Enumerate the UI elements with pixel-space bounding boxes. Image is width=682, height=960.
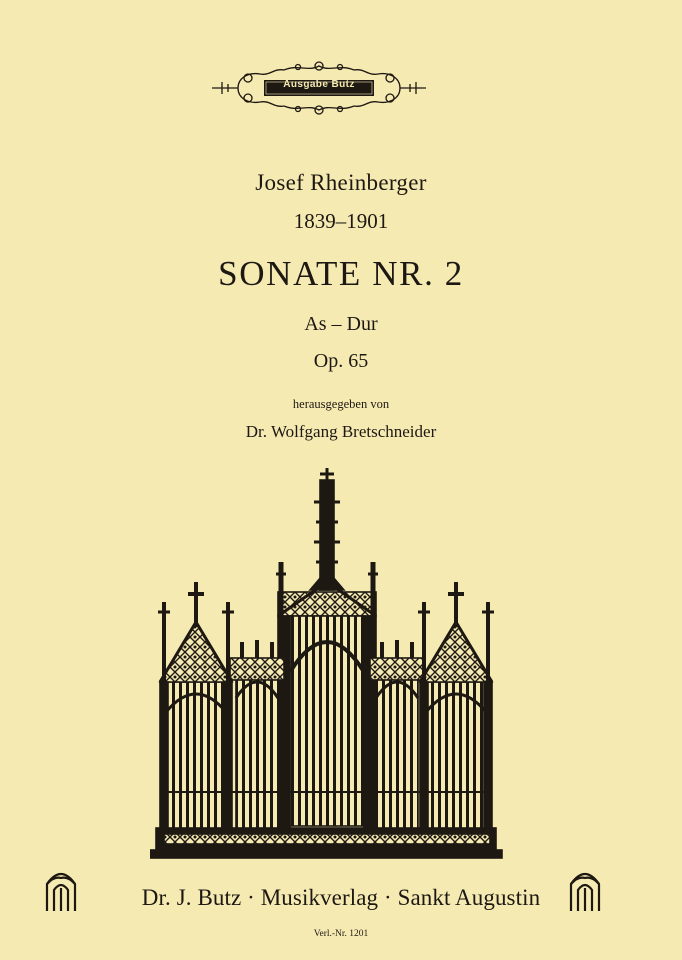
pipe-organ-illustration xyxy=(150,462,510,864)
editor-name: Dr. Wolfgang Bretschneider xyxy=(245,422,437,441)
catalog-number: Verl.-Nr. 1201 xyxy=(313,929,369,939)
publisher-line: Dr. J. Butz · Musikverlag · Sankt Augustin xyxy=(141,885,541,910)
work-key: As – Dur xyxy=(304,313,378,335)
opus-number: Op. 65 xyxy=(313,350,369,372)
edition-label: Ausgabe Butz xyxy=(283,79,355,90)
work-title: SONATE NR. 2 xyxy=(218,254,464,293)
composer-dates: 1839–1901 xyxy=(293,209,389,233)
composer-name: Josef Rheinberger xyxy=(255,170,427,195)
edition-cartouche xyxy=(208,58,430,118)
edited-by-label: herausgegeben von xyxy=(292,397,390,411)
